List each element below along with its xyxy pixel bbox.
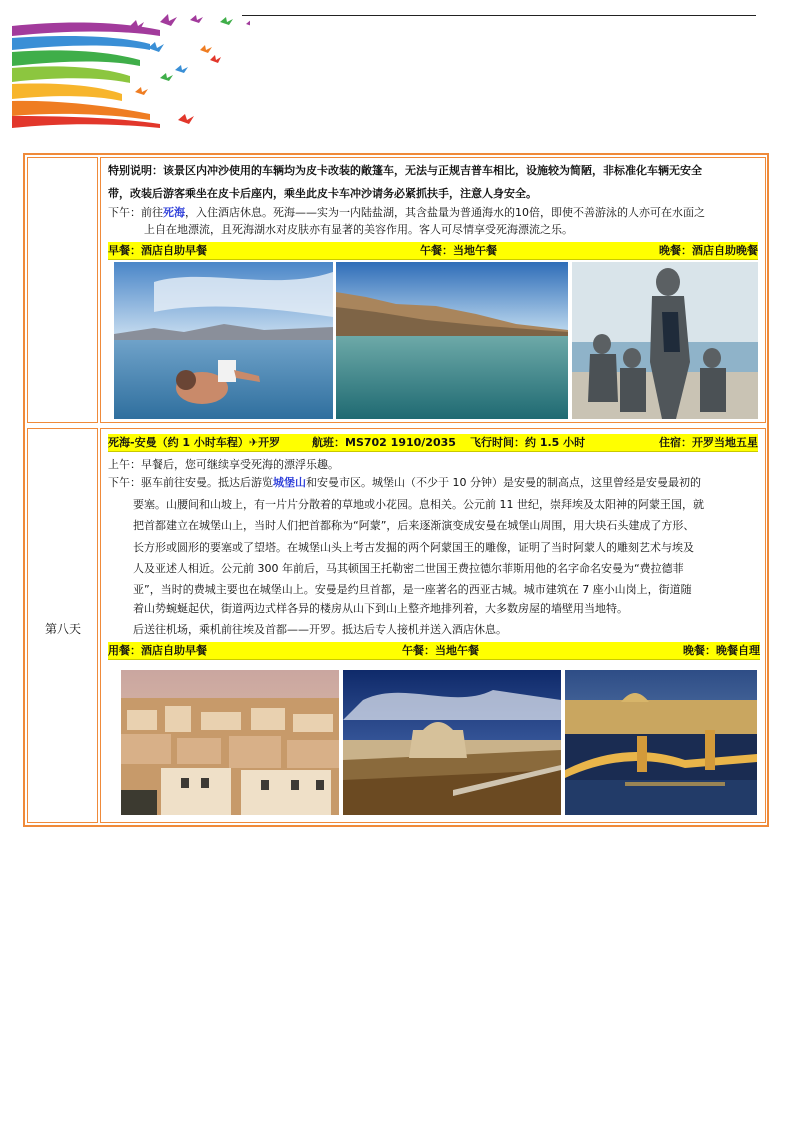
- day7-meals-bar: [108, 242, 758, 260]
- day7-afternoon: [108, 204, 705, 222]
- day8-meals-bar: [108, 642, 760, 660]
- day7-special-note-2: 带，改装后游客乘坐在皮卡后座内，乘坐此皮卡车冲沙请务必紧抓扶手，注意人身安全。: [108, 187, 537, 200]
- citadel-hill-link[interactable]: 城堡山: [273, 476, 306, 489]
- day7-lunch: 午餐：当地午餐: [420, 244, 497, 257]
- photo-dead-sea-mud: [572, 262, 758, 419]
- day8-label: 第八天: [44, 622, 81, 636]
- header-rule: [242, 15, 756, 16]
- photo-dead-sea-floating: [114, 262, 333, 419]
- day8-afternoon-line6: 亚”，当时的费城主要也在城堡山上。安曼是约旦首都，是一座著名的西亚古城。城市建筑在 7 座小山岗上，街道随: [133, 583, 692, 596]
- day7-breakfast: 早餐：酒店自助早餐: [108, 244, 207, 257]
- day8-hotel: 住宿：开罗当地五星: [659, 436, 758, 449]
- day8-afternoon-line5: 人及亚述人相近。公元前 300 年前后，马其顿国王托勒密二世国王费拉德尔菲斯用他的名字命名安曼为“费拉德菲: [133, 562, 684, 575]
- day8-afternoon-line2: 要塞。山腰间和山坡上，有一片片分散着的草地或小花园。息相关。公元前 11 世纪，崇拜埃及太阳神的阿蒙王国，就: [133, 498, 704, 511]
- day8-afternoon: [108, 474, 701, 492]
- day8-afternoon-line3: 把首都建立在城堡山上，当时人们把首都称为“阿蒙”，后来逐渐演变成安曼在城堡山周围，用大块石头建成了方形、: [133, 519, 695, 532]
- day7-label-cell: [27, 157, 98, 423]
- day7-special-note-1: 特别说明：该景区内冲沙使用的车辆均为皮卡改装的敞篷车，无法与正规吉普车相比，设施较为简陋，非标准化车辆无安全: [108, 164, 702, 177]
- photo-amman-citadel: [343, 670, 561, 815]
- rainbow-birds-logo: [10, 8, 250, 130]
- day8-afternoon-prefix: 下午：驱车前往安曼。抵达后游览: [108, 476, 273, 489]
- dead-sea-link[interactable]: 死海: [163, 206, 185, 219]
- day8-afternoon-line7: 着山势蜿蜒起伏，街道两边式样各异的楼房从山下到山上整齐地排列着，大多数房屋的墙壁用当地特。: [133, 602, 628, 615]
- photo-amman-city: [121, 670, 339, 815]
- day8-lunch: 午餐：当地午餐: [402, 644, 479, 657]
- day7-afternoon-text: ，入住酒店休息。死海——实为一内陆盐湖，其含盐量为普通海水的10倍，即使不善游泳的人亦可在水面之: [185, 206, 705, 219]
- day8-morning: 上午：早餐后，您可继续享受死海的漂浮乐趣。: [108, 458, 339, 471]
- day8-afternoon-line4: 长方形或圆形的要塞或了望塔。在城堡山头上考古发掘的两个阿蒙国王的雕像，证明了当时阿蒙人的雕刻艺术与埃及: [133, 541, 694, 554]
- day7-afternoon-prefix: 下午：前往: [108, 206, 163, 219]
- day8-route-bar: [108, 434, 758, 452]
- day7-afternoon-line2: 上自在地漂流，且死海湖水对皮肤亦有显著的美容作用。客人可尽情享受死海漂流之乐。: [144, 223, 573, 236]
- day8-afternoon-text: 和安曼市区。城堡山（不少于 10 分钟）是安曼的制高点，这里曾经是安曼最初的: [306, 476, 701, 489]
- day8-breakfast: 用餐：酒店自助早餐: [108, 644, 207, 657]
- day8-evening: 后送往机场，乘机前往埃及首都——开罗。抵达后专人接机并送入酒店休息。: [133, 623, 507, 636]
- day8-flight-time: 飞行时间：约 1.5 小时: [470, 436, 586, 449]
- day8-flight: 航班：MS702 1910/2035: [312, 436, 456, 449]
- day7-dinner: 晚餐：酒店自助晚餐: [659, 244, 758, 257]
- photo-dead-sea-shore: [336, 262, 568, 419]
- day8-route: 死海-安曼（约 1 小时车程）✈开罗: [108, 436, 281, 449]
- day8-dinner: 晚餐：晚餐自理: [683, 644, 760, 657]
- photo-night-bridge: [565, 670, 757, 815]
